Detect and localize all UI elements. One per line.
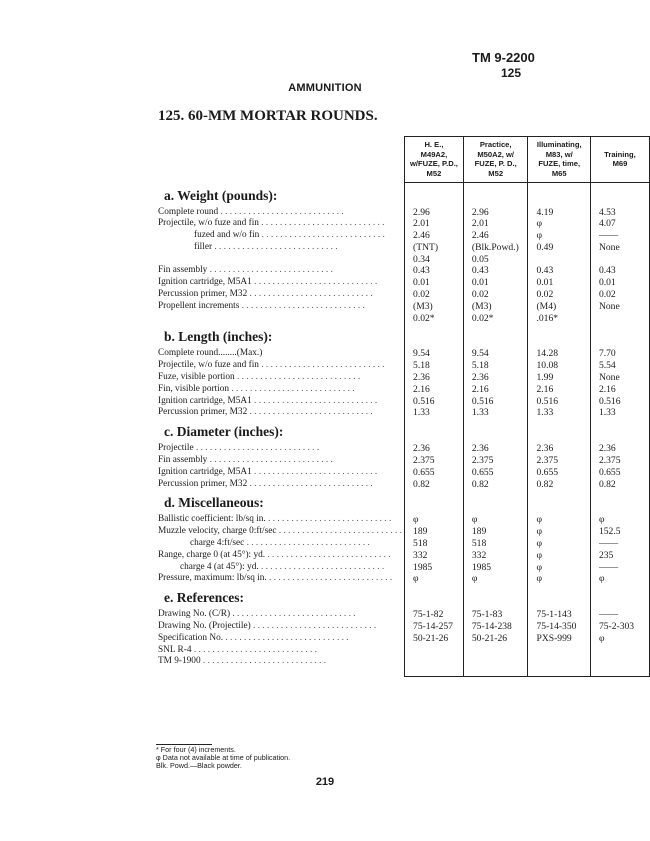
spacer-cell: [528, 183, 590, 207]
value-cell: 0.01: [463, 277, 528, 289]
value-cell: 0.43: [590, 265, 649, 277]
row-label: [156, 573, 405, 585]
leader-dots: . . . . . . . . . . . . . . . . . . . . . . . . . . .: [244, 538, 370, 549]
value-cell: 0.82: [405, 479, 464, 491]
table-row: [156, 265, 650, 277]
value-cell: 0.49: [528, 242, 590, 254]
table-row: [156, 301, 650, 313]
value-cell: φ: [528, 514, 590, 526]
section-title: 125. 60-MM MORTAR ROUNDS.: [158, 108, 378, 124]
value-cell: φ: [590, 573, 649, 585]
value-cell: φ: [528, 218, 590, 230]
value-cell: [528, 645, 590, 657]
row-label-text: SNL R-4: [158, 644, 192, 655]
value-cell: 189: [463, 526, 528, 538]
table-row: [156, 455, 650, 467]
leader-dots: . . . . . . . . . . . . . . . . . . . . . . . . . . .: [258, 360, 385, 371]
value-cell: 0.516: [463, 396, 528, 408]
value-cell: 2.16: [528, 384, 590, 396]
value-cell: 0.01: [405, 277, 464, 289]
leader-dots: . . . . . . . . . . . . . . . . . . . . . . . . . . .: [251, 466, 378, 477]
leader-dots: . . . . . . . . . . . . . . . . . . . . . . . . . . .: [247, 407, 373, 418]
row-label: [156, 562, 405, 574]
value-cell: 14.28: [528, 348, 590, 360]
row-label: [156, 313, 405, 325]
spacer-cell: [405, 668, 464, 677]
table-body: [156, 183, 650, 677]
leader-dots: . . . . . . . . . . . . . . . . . . . . . . . . . . .: [230, 609, 356, 620]
row-label-text: Muzzle velocity, charge 0:ft/sec: [158, 526, 277, 537]
value-cell: 0.655: [590, 467, 649, 479]
value-cell: [405, 656, 464, 668]
value-cell: 2.96: [463, 207, 528, 219]
value-cell: 2.16: [590, 384, 649, 396]
row-label: [156, 360, 405, 372]
value-cell: 0.02: [405, 289, 464, 301]
table-row: [156, 407, 650, 419]
row-label-text: Fin, visible portion: [158, 383, 230, 394]
page-number: 219: [315, 776, 335, 788]
value-cell: 1985: [405, 562, 464, 574]
leader-dots: . . . . . . . . . . . . . . . . . . . . . . . . . . .: [265, 514, 392, 525]
value-cell: φ: [590, 514, 649, 526]
row-label-text: fuzed and w/o fin: [194, 230, 260, 241]
table-row: [156, 384, 650, 396]
value-cell: 2.96: [405, 207, 464, 219]
value-cell: None: [590, 301, 649, 313]
value-cell: ——: [590, 538, 649, 550]
table-row: [156, 633, 650, 645]
spacer-cell: [463, 324, 528, 348]
value-cell: 1.33: [590, 407, 649, 419]
leader-dots: . . . . . . . . . . . . . . . . . . . . . . . . . . .: [266, 573, 393, 584]
row-label-text: Complete round........(Max.): [158, 348, 263, 359]
spacer-cell: [463, 490, 528, 514]
value-cell: ——: [590, 562, 649, 574]
value-cell: φ: [405, 514, 464, 526]
table-row: [156, 621, 650, 633]
table-row: [156, 609, 650, 621]
table-row: [156, 207, 650, 219]
value-cell: 4.53: [590, 207, 649, 219]
section-heading: b. Length (inches):: [164, 329, 273, 345]
row-label-text: Propellent increments: [158, 300, 240, 311]
value-cell: 518: [463, 538, 528, 550]
value-cell: 4.07: [590, 218, 649, 230]
spacer-cell: [463, 419, 528, 443]
row-label: [156, 289, 405, 301]
value-cell: 1.33: [405, 407, 464, 419]
value-cell: 0.02: [590, 289, 649, 301]
spacer-cell: [405, 183, 464, 207]
spacer-cell: [405, 585, 464, 609]
section-heading-row: [156, 585, 650, 609]
value-cell: 2.375: [528, 455, 590, 467]
leader-dots: . . . . . . . . . . . . . . . . . . . . . . . . . . .: [191, 644, 318, 655]
footnote-black-powder: Blk. Powd.—Black powder.: [156, 761, 242, 770]
table-row: [156, 360, 650, 372]
spacer-cell: [590, 324, 649, 348]
value-cell: (Blk.Powd.): [463, 242, 528, 254]
row-label-text: Ignition cartridge, M5A1: [158, 395, 252, 406]
spacer-cell: [405, 419, 464, 443]
footnote-data-not-available: φ Data not available at time of publication.: [156, 753, 291, 762]
leader-dots: . . . . . . . . . . . . . . . . . . . . . . . . . . .: [247, 289, 373, 300]
row-label-text: charge 4 (at 45°): yd.: [180, 561, 259, 572]
value-cell: [590, 656, 649, 668]
row-label: [156, 218, 405, 230]
value-cell: 0.43: [463, 265, 528, 277]
row-label: [156, 645, 405, 657]
value-cell: 2.01: [405, 218, 464, 230]
value-cell: 50-21-26: [463, 633, 528, 645]
row-label: [156, 609, 405, 621]
leader-dots: . . . . . . . . . . . . . . . . . . . . . . . . . . .: [258, 561, 385, 572]
value-cell: 2.36: [463, 372, 528, 384]
value-cell: [463, 656, 528, 668]
table-row: [156, 313, 650, 325]
row-label: [156, 207, 405, 219]
row-label: [156, 348, 405, 360]
leader-dots: . . . . . . . . . . . . . . . . . . . . . . . . . . .: [251, 395, 378, 406]
row-label: [156, 372, 405, 384]
row-label: [156, 621, 405, 633]
row-label-text: Fuze, visible portion: [158, 372, 235, 383]
column-header-training: Training, M69: [590, 137, 649, 183]
table-row: [156, 348, 650, 360]
leader-dots: . . . . . . . . . . . . . . . . . . . . . . . . . . .: [207, 265, 333, 276]
section-heading-row: [156, 324, 650, 348]
value-cell: [590, 313, 649, 325]
spacer-cell: [590, 183, 649, 207]
row-label: [156, 550, 405, 562]
value-cell: 0.655: [405, 467, 464, 479]
row-label-text: Drawing No. (C/R): [158, 609, 231, 620]
section-heading: d. Miscellaneous:: [164, 495, 264, 511]
value-cell: (M3): [463, 301, 528, 313]
table-bottom-row: [156, 668, 650, 677]
table-row: [156, 573, 650, 585]
value-cell: 0.34: [405, 254, 464, 266]
row-label: [156, 479, 405, 491]
value-cell: 0.02*: [463, 313, 528, 325]
leader-dots: . . . . . . . . . . . . . . . . . . . . . . . . . . .: [229, 383, 355, 394]
row-label: [156, 514, 405, 526]
section-heading-row: [156, 490, 650, 514]
spacer-cell: [463, 668, 528, 677]
row-label: [156, 633, 405, 645]
value-cell: ——: [590, 609, 649, 621]
value-cell: 2.46: [405, 230, 464, 242]
row-label-text: Percussion primer, M32: [158, 407, 248, 418]
value-cell: 0.01: [590, 277, 649, 289]
table-row: [156, 538, 650, 550]
leader-dots: . . . . . . . . . . . . . . . . . . . . . . . . . . .: [207, 455, 333, 466]
section-heading-row: [156, 183, 650, 207]
value-cell: φ: [528, 230, 590, 242]
row-label-text: Ignition cartridge, M5A1: [158, 277, 252, 288]
leader-dots: . . . . . . . . . . . . . . . . . . . . . . . . . . .: [193, 443, 320, 454]
leader-dots: . . . . . . . . . . . . . . . . . . . . . . . . . . .: [212, 241, 338, 252]
value-cell: 75-14-257: [405, 621, 464, 633]
value-cell: φ: [463, 573, 528, 585]
value-cell: None: [590, 372, 649, 384]
value-cell: φ: [405, 573, 464, 585]
row-label: [156, 265, 405, 277]
value-cell: φ: [528, 538, 590, 550]
value-cell: 75-1-143: [528, 609, 590, 621]
row-label-text: Fin assembly: [158, 455, 208, 466]
row-label: [156, 467, 405, 479]
value-cell: 2.36: [405, 372, 464, 384]
value-cell: 0.02: [463, 289, 528, 301]
leader-dots: . . . . . . . . . . . . . . . . . . . . . . . . . . .: [265, 549, 391, 560]
value-cell: 2.36: [463, 443, 528, 455]
value-cell: 2.46: [463, 230, 528, 242]
section-heading: a. Weight (pounds):: [164, 187, 278, 203]
footnote-increments: * For four (4) increments.: [156, 745, 236, 754]
spacer-cell: [528, 490, 590, 514]
row-label-text: Ballistic coefficient: lb/sq in.: [158, 514, 266, 525]
value-cell: 0.516: [528, 396, 590, 408]
value-cell: 2.16: [463, 384, 528, 396]
value-cell: 5.18: [405, 360, 464, 372]
leader-dots: . . . . . . . . . . . . . . . . . . . . . . . . . . .: [259, 230, 385, 241]
value-cell: 75-14-350: [528, 621, 590, 633]
section-heading: e. References:: [164, 590, 244, 606]
spacer-cell: [463, 585, 528, 609]
leader-dots: . . . . . . . . . . . . . . . . . . . . . . . . . . .: [250, 621, 377, 632]
row-label-text: filler: [194, 241, 213, 252]
value-cell: 1.33: [463, 407, 528, 419]
value-cell: 5.18: [463, 360, 528, 372]
section-heading-row: [156, 419, 650, 443]
spacer-cell: [590, 585, 649, 609]
row-label: [156, 277, 405, 289]
table-header-row: [156, 137, 650, 183]
value-cell: [590, 254, 649, 266]
value-cell: 0.02: [528, 289, 590, 301]
leader-dots: . . . . . . . . . . . . . . . . . . . . . . . . . . .: [247, 478, 373, 489]
spacer-cell: [528, 419, 590, 443]
value-cell: φ: [528, 562, 590, 574]
row-label: [156, 396, 405, 408]
value-cell: 7.70: [590, 348, 649, 360]
value-cell: φ: [590, 633, 649, 645]
value-cell: (TNT): [405, 242, 464, 254]
table-row: [156, 656, 650, 668]
table-row: [156, 443, 650, 455]
value-cell: 75-14-238: [463, 621, 528, 633]
spacer-cell: [463, 183, 528, 207]
spacer-cell: [528, 668, 590, 677]
spacer-cell: [590, 490, 649, 514]
value-cell: 0.82: [528, 479, 590, 491]
value-cell: 2.36: [405, 443, 464, 455]
row-label: [156, 242, 405, 254]
value-cell: φ: [528, 550, 590, 562]
row-label: [156, 443, 405, 455]
row-label: [156, 455, 405, 467]
row-label-text: Percussion primer, M32: [158, 289, 248, 300]
value-cell: 2.375: [463, 455, 528, 467]
row-label: [156, 538, 405, 550]
table-row: [156, 562, 650, 574]
chapter-heading: AMMUNITION: [288, 82, 362, 94]
value-cell: 75-1-82: [405, 609, 464, 621]
value-cell: 2.01: [463, 218, 528, 230]
row-label-text: Pressure, maximum: lb/sq in.: [158, 573, 267, 584]
value-cell: 332: [463, 550, 528, 562]
row-label-text: Ignition cartridge, M5A1: [158, 466, 252, 477]
spacer-cell: [405, 490, 464, 514]
row-label-text: Drawing No. (Projectile): [158, 621, 251, 632]
leader-dots: . . . . . . . . . . . . . . . . . . . . . . . . . . .: [218, 206, 344, 217]
spacer-cell: [528, 324, 590, 348]
value-cell: 2.375: [405, 455, 464, 467]
table-row: [156, 550, 650, 562]
row-label-text: Specification No.: [158, 632, 224, 643]
value-cell: [590, 645, 649, 657]
spacer-cell: [156, 668, 405, 677]
row-label-text: Complete round: [158, 206, 219, 217]
value-cell: None: [590, 242, 649, 254]
header-spacer: [156, 137, 405, 183]
value-cell: 0.655: [463, 467, 528, 479]
value-cell: 0.01: [528, 277, 590, 289]
row-label-text: charge 4:ft/sec: [190, 538, 245, 549]
row-label-text: Percussion primer, M32: [158, 478, 248, 489]
value-cell: 2.36: [590, 443, 649, 455]
row-label-text: Fin assembly: [158, 265, 208, 276]
spacer-cell: [590, 419, 649, 443]
column-header-he: H. E., M49A2, w/FUZE, P.D., M52: [405, 137, 464, 183]
table-row: [156, 230, 650, 242]
value-cell: 10.08: [528, 360, 590, 372]
value-cell: 75-1-83: [463, 609, 528, 621]
section-heading: c. Diameter (inches):: [164, 424, 284, 440]
leader-dots: . . . . . . . . . . . . . . . . . . . . . . . . . . .: [239, 300, 365, 311]
leader-dots: . . . . . . . . . . . . . . . . . . . . . . . . . . .: [258, 218, 385, 229]
row-label-text: Projectile, w/o fuze and fin: [158, 360, 259, 371]
leader-dots: . . . . . . . . . . . . . . . . . . . . . . . . . . .: [234, 372, 361, 383]
table-row: [156, 514, 650, 526]
value-cell: .016*: [528, 313, 590, 325]
row-label-text: Projectile: [158, 443, 194, 454]
value-cell: 2.16: [405, 384, 464, 396]
table-row: [156, 277, 650, 289]
table-row: [156, 254, 650, 266]
value-cell: 332: [405, 550, 464, 562]
row-label: [156, 384, 405, 396]
table-row: [156, 242, 650, 254]
table-row: [156, 218, 650, 230]
value-cell: 0.43: [405, 265, 464, 277]
value-cell: ——: [590, 230, 649, 242]
row-label: [156, 301, 405, 313]
value-cell: 50-21-26: [405, 633, 464, 645]
spacer-cell: [590, 668, 649, 677]
value-cell: 0.82: [590, 479, 649, 491]
value-cell: 75-2-303: [590, 621, 649, 633]
spacer-cell: [405, 324, 464, 348]
leader-dots: . . . . . . . . . . . . . . . . . . . . . . . . . . .: [276, 526, 403, 537]
leader-dots: . . . . . . . . . . . . . . . . . . . . . . . . . . .: [223, 632, 349, 643]
value-cell: (M4): [528, 301, 590, 313]
value-cell: 0.516: [590, 396, 649, 408]
table-row: [156, 645, 650, 657]
value-cell: 0.655: [528, 467, 590, 479]
row-label: [156, 230, 405, 242]
value-cell: 1.33: [528, 407, 590, 419]
table-row: [156, 479, 650, 491]
leader-dots: . . . . . . . . . . . . . . . . . . . . . . . . . . .: [251, 277, 378, 288]
column-header-illuminating: Illuminating, M83, w/ FUZE, time, M65: [528, 137, 590, 183]
row-label: [156, 656, 405, 668]
tm-number: TM 9-2200: [472, 50, 535, 65]
value-cell: 0.43: [528, 265, 590, 277]
row-label: [156, 407, 405, 419]
value-cell: φ: [528, 573, 590, 585]
row-label-text: TM 9-1900: [158, 656, 201, 667]
spacer-cell: [528, 585, 590, 609]
value-cell: φ: [463, 514, 528, 526]
value-cell: 0.82: [463, 479, 528, 491]
table-row: [156, 467, 650, 479]
value-cell: (M3): [405, 301, 464, 313]
value-cell: [463, 645, 528, 657]
value-cell: φ: [528, 526, 590, 538]
value-cell: 4.19: [528, 207, 590, 219]
value-cell: 0.516: [405, 396, 464, 408]
value-cell: [528, 254, 590, 266]
row-label: [156, 526, 405, 538]
column-header-practice: Practice, M50A2, w/ FUZE, P. D., M52: [463, 137, 528, 183]
ammunition-table: [156, 136, 650, 677]
value-cell: 5.54: [590, 360, 649, 372]
paragraph-number: 125: [501, 66, 522, 80]
value-cell: 518: [405, 538, 464, 550]
value-cell: 0.05: [463, 254, 528, 266]
value-cell: 9.54: [463, 348, 528, 360]
value-cell: [528, 656, 590, 668]
row-label-text: Range, charge 0 (at 45°): yd.: [158, 549, 266, 560]
value-cell: 2.375: [590, 455, 649, 467]
value-cell: 1985: [463, 562, 528, 574]
leader-dots: . . . . . . . . . . . . . . . . . . . . . . . . . . .: [200, 656, 327, 667]
value-cell: 1.99: [528, 372, 590, 384]
row-label: [156, 254, 405, 266]
value-cell: 9.54: [405, 348, 464, 360]
value-cell: 2.36: [528, 443, 590, 455]
value-cell: 189: [405, 526, 464, 538]
value-cell: 0.02*: [405, 313, 464, 325]
row-label-text: Projectile, w/o fuze and fin: [158, 218, 259, 229]
table-row: [156, 372, 650, 384]
table-row: [156, 396, 650, 408]
value-cell: 235: [590, 550, 649, 562]
table-row: [156, 289, 650, 301]
value-cell: PXS-999: [528, 633, 590, 645]
table-row: [156, 526, 650, 538]
value-cell: [405, 645, 464, 657]
value-cell: 152.5: [590, 526, 649, 538]
